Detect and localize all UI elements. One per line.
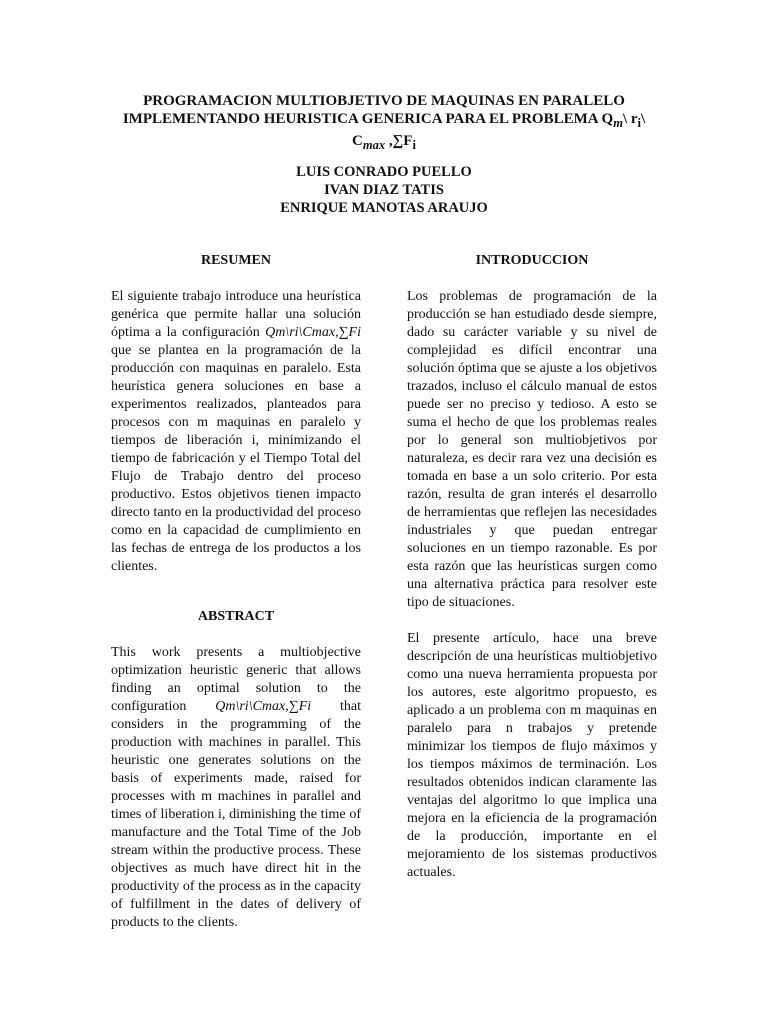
abstract-formula: Qm\ri\Cmax,∑Fi — [215, 699, 312, 714]
title-formula-q: Q — [601, 111, 614, 127]
title-formula-sum-f: ,∑F — [385, 133, 413, 149]
title-formula-sub-i: i — [637, 116, 641, 130]
abstract-heading: ABSTRACT — [197, 609, 275, 624]
resumen-formula: Qm\ri\Cmax,∑Fi — [265, 325, 361, 340]
resumen-heading: RESUMEN — [200, 253, 271, 268]
introduccion-paragraph-2: El presente artículo, hace una breve descripción de una heurísticas multiobjetivo como una nueva herramienta propuesta por los autores, este algoritmo propuesto, es aplicado a un problema con m maquinas en paralelo para n trabajos y pretende minimizar los tiempos de flujo máximos y los tiempos máximos de terminación. Los resultados obtenidos indican claramente las ventajas del algoritmo lo que implica una mejora en la eficiencia de la programación de la producción, importante en el mejoramiento de los sistemas productivos actuales. — [407, 631, 657, 880]
right-column — [407, 252, 657, 882]
title-formula-c: C — [352, 133, 363, 149]
author-list — [110, 163, 658, 217]
resumen-text-2: que se plantea en la programación de la producción con maquinas en paralelo. Esta heurística genera soluciones en base a experimentos realizados, planteados para procesos con m maquinas en paralelo y tiempos de liberación i, minimizando el tiempo de fabricación y el Tiempo Total del Flujo de Trabajo dentro del proceso productivo. Estos objetivos tienen impacto directo tanto en la productividad del proceso como en la capacidad de cumplimiento en las fechas de entrega de los productos a los clientes. — [111, 343, 361, 574]
title-formula-sub-m: m — [613, 116, 623, 130]
abstract-text-1: This work presents a multiobjective optimization heuristic generic that allows finding an optimal solution to the configuration — [111, 645, 361, 714]
abstract-paragraph — [111, 644, 361, 932]
resumen-paragraph — [111, 288, 361, 576]
left-column — [111, 252, 361, 932]
author-1: LUIS CONRADO PUELLO — [296, 164, 472, 180]
title-line-3 — [110, 132, 658, 154]
title-line-2-text: IMPLEMENTANDO HEURISTICA GENERICA PARA EL PROBLEMA — [122, 111, 602, 127]
paragraph-spacer — [407, 612, 657, 630]
introduccion-paragraph-1: Los problemas de programación de la producción se han estudiado desde siempre, dado su carácter variable y su nivel de complejidad es difícil encontrar una solución óptima que se ajuste a los objetivos trazados, incluso el cálculo manual de estos puede ser no preciso y tedioso. A esto se suma el hecho de que los problemas reales por lo general son multiobjetivos por naturaleza, es decir rara vez una decisión es tomada en base a un solo criterio. Por esta razón, resulta de gran interés el desarrollo de herramientas que reflejen las necesidades industriales y que puedan entregar soluciones en un tiempo razonable. Es por esta razón que las heurísticas surgen como una alternativa práctica para resolver este tipo de situaciones. — [407, 289, 657, 610]
title-formula-sub-max: max — [362, 138, 386, 152]
title-formula-sub-i-2: i — [412, 138, 416, 152]
title-formula-r: \ r — [622, 111, 638, 127]
author-2: IVAN DIAZ TATIS — [324, 182, 444, 198]
resumen-text-1: El siguiente trabajo introduce una heurística genérica que permite hallar una solución óptima a la configuración — [111, 289, 361, 340]
introduccion-heading: INTRODUCCION — [475, 253, 589, 268]
title-formula-backslash: \ — [640, 111, 646, 127]
abstract-text-2: that considers in the programming of the production with machines in parallel. This heuristic one generates solutions on the basis of experiments made, raised for processes with m machines in parallel and times of liberation i, diminishing the time of manufacture and the Total Time of the Job stream within the productive process. These objectives as much have direct hit in the productivity of the process as in the capacity of fulfillment in the dates of delivery of products to the clients. — [111, 699, 361, 930]
author-3: ENRIQUE MANOTAS ARAUJO — [280, 200, 488, 216]
paper-title — [110, 92, 658, 154]
title-line-1: PROGRAMACION MULTIOBJETIVO DE MAQUINAS EN PARALELO — [143, 93, 625, 109]
section-spacer — [111, 576, 361, 608]
title-line-2 — [110, 110, 658, 132]
